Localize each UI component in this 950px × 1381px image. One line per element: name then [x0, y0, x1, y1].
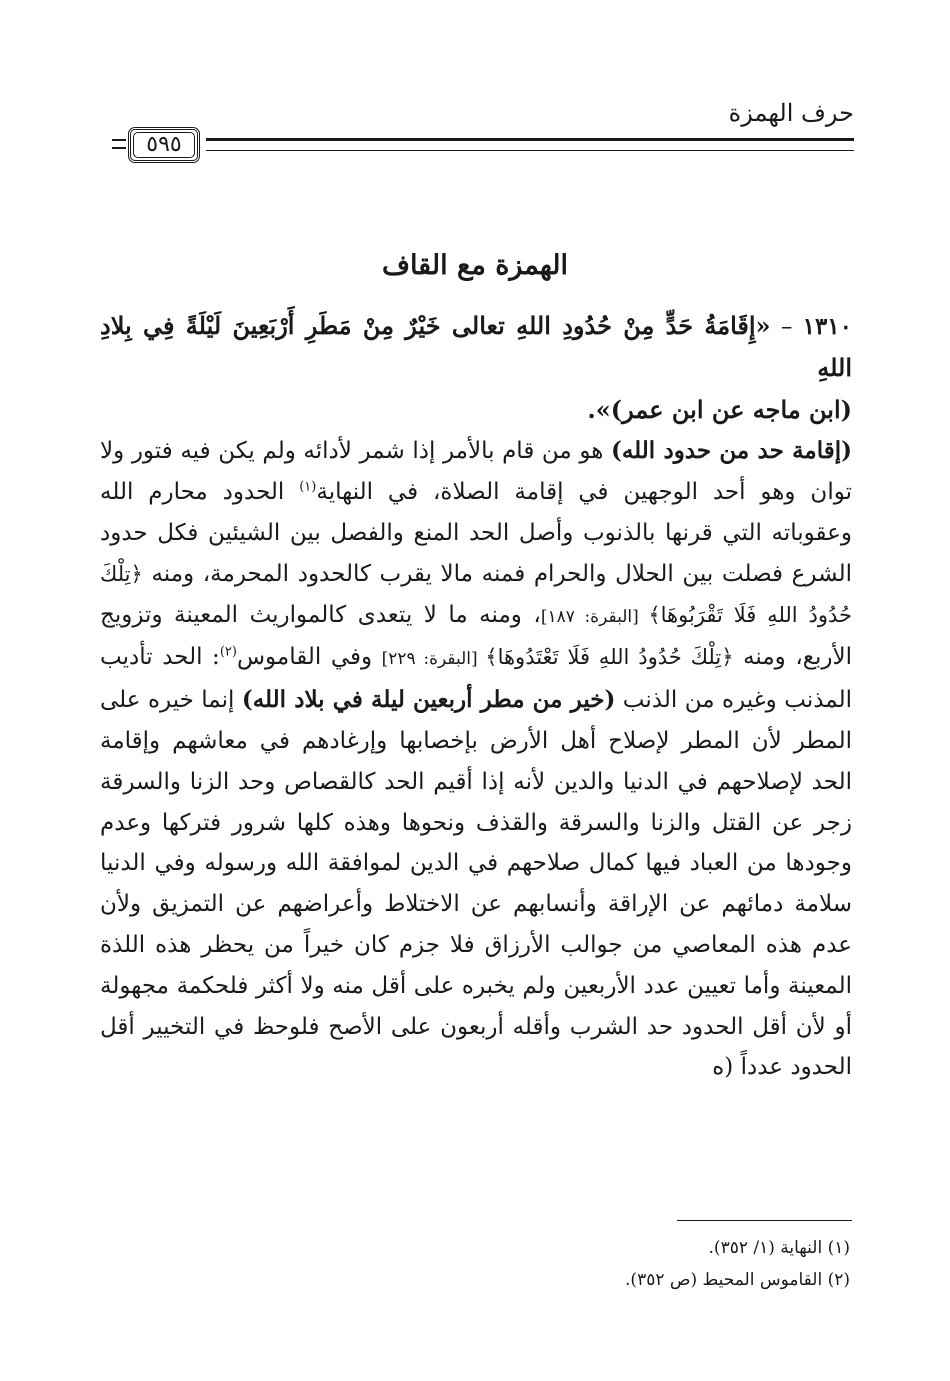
page-number: ٥٩٥	[146, 132, 182, 157]
footnote-ref-1[interactable]: (١)	[299, 479, 317, 495]
header-rule-tick	[112, 139, 126, 149]
header-rule	[206, 138, 854, 151]
commentary-text: : الحد تأديب المذنب وغيره من الذنب	[100, 644, 852, 714]
footnote-2: (٢) القاموس المحيط (ص ٣٥٢).	[625, 1270, 850, 1290]
commentary-lemma: (إقامة حد من حدود الله)	[610, 437, 852, 465]
hadith-separator: –	[770, 314, 803, 340]
footnotes	[250, 1232, 850, 1296]
body-text	[100, 306, 852, 1088]
hadith-text: «إِقَامَةُ حَدٍّ مِنْ حُدُودِ اللهِ تعالى خَيْرٌ مِنْ مَطَرِ أَرْبَعِينَ لَيْلَةً فِي بِلادِ اللهِ	[100, 311, 852, 382]
commentary-text: ، ومنه ما لا يتعدى كالمواريث المعينة وتزويج الأربع، ومنه	[100, 601, 852, 671]
commentary-text: هو من قام بالأمر إذا شمر لأدائه ولم يكن فيه فتور ولا توان وهو أحد الوجهين في إقامة الصلاة، في النهاية	[100, 438, 852, 506]
footnote-ref-2[interactable]: (٢)	[219, 644, 237, 660]
hadith-number: ١٣١٠	[802, 313, 853, 340]
commentary-text: الحدود محارم الله وعقوباته التي قرنها بالذنوب وأصل الحد المنع والفصل بين الشيئين فكل حدود الشرع فصلت بين الحلال والحرام فمنه مالا يقرب كالحدود المحرمة، ومنه	[100, 479, 852, 587]
quran-quote: ﴿تِلْكَ حُدُودُ اللهِ فَلَا تَقْرَبُوهَا﴾	[100, 561, 852, 627]
quran-reference: [البقرة: ٢٢٩]	[381, 649, 486, 670]
commentary-text: إنما خيره على المطر لأن المطر لإصلاح أهل الأرض بإخصابها وإرغادهم في معاشهم وإقامة الحد لإصلاحهم في الدنيا والدين لأنه إذا أقيم الحد كالقصاص وحد الزنا والسرقة زجر عن القتل والزنا والسرقة والقذف ونحوها وهذه كلها شرور فتركها وعدم وجودها من العباد فيها كمال صلاحهم في الدين لموافقة الله ورسوله وفي الدنيا سلامة دمائهم عن الإراقة وأنسابهم عن الاختلاط وأعراضهم عن التمزيق ولأن عدم هذه المعاصي من جوالب الأرزاق فلا جزم كان خيراً من يحظر هذه اللذة المعينة وأما تعيين عدد الأربعين ولم يخبره على أقل منه ولا أكثر فلحكمة مجهولة أو لأن أقل الحدود حد الشرب وأقله أربعون على الأصح فلوحظ في التخيير أقل الحدود عدداً (ه	[100, 687, 852, 1081]
commentary-paragraph	[100, 431, 852, 1088]
footnote-separator	[677, 1220, 852, 1221]
page-number-box	[128, 127, 200, 163]
footnote-1: (١) النهاية (١/ ٣٥٢).	[708, 1238, 850, 1258]
hadith-entry	[100, 306, 852, 431]
section-title: الهمزة مع القاف	[381, 250, 569, 281]
commentary-lemma: (خير من مطر أربعين ليلة في بلاد الله)	[241, 686, 616, 714]
quran-reference: [البقرة: ١٨٧]	[540, 606, 649, 627]
running-header-title: حرف الهمزة	[728, 99, 854, 127]
commentary-text: وفي القاموس	[236, 644, 382, 671]
quran-quote: ﴿تِلْكَ حُدُودُ اللهِ فَلَا تَعْتَدُوهَا﴾	[485, 645, 734, 670]
hadith-source: (ابن ماجه عن ابن عمر)».	[587, 394, 852, 424]
